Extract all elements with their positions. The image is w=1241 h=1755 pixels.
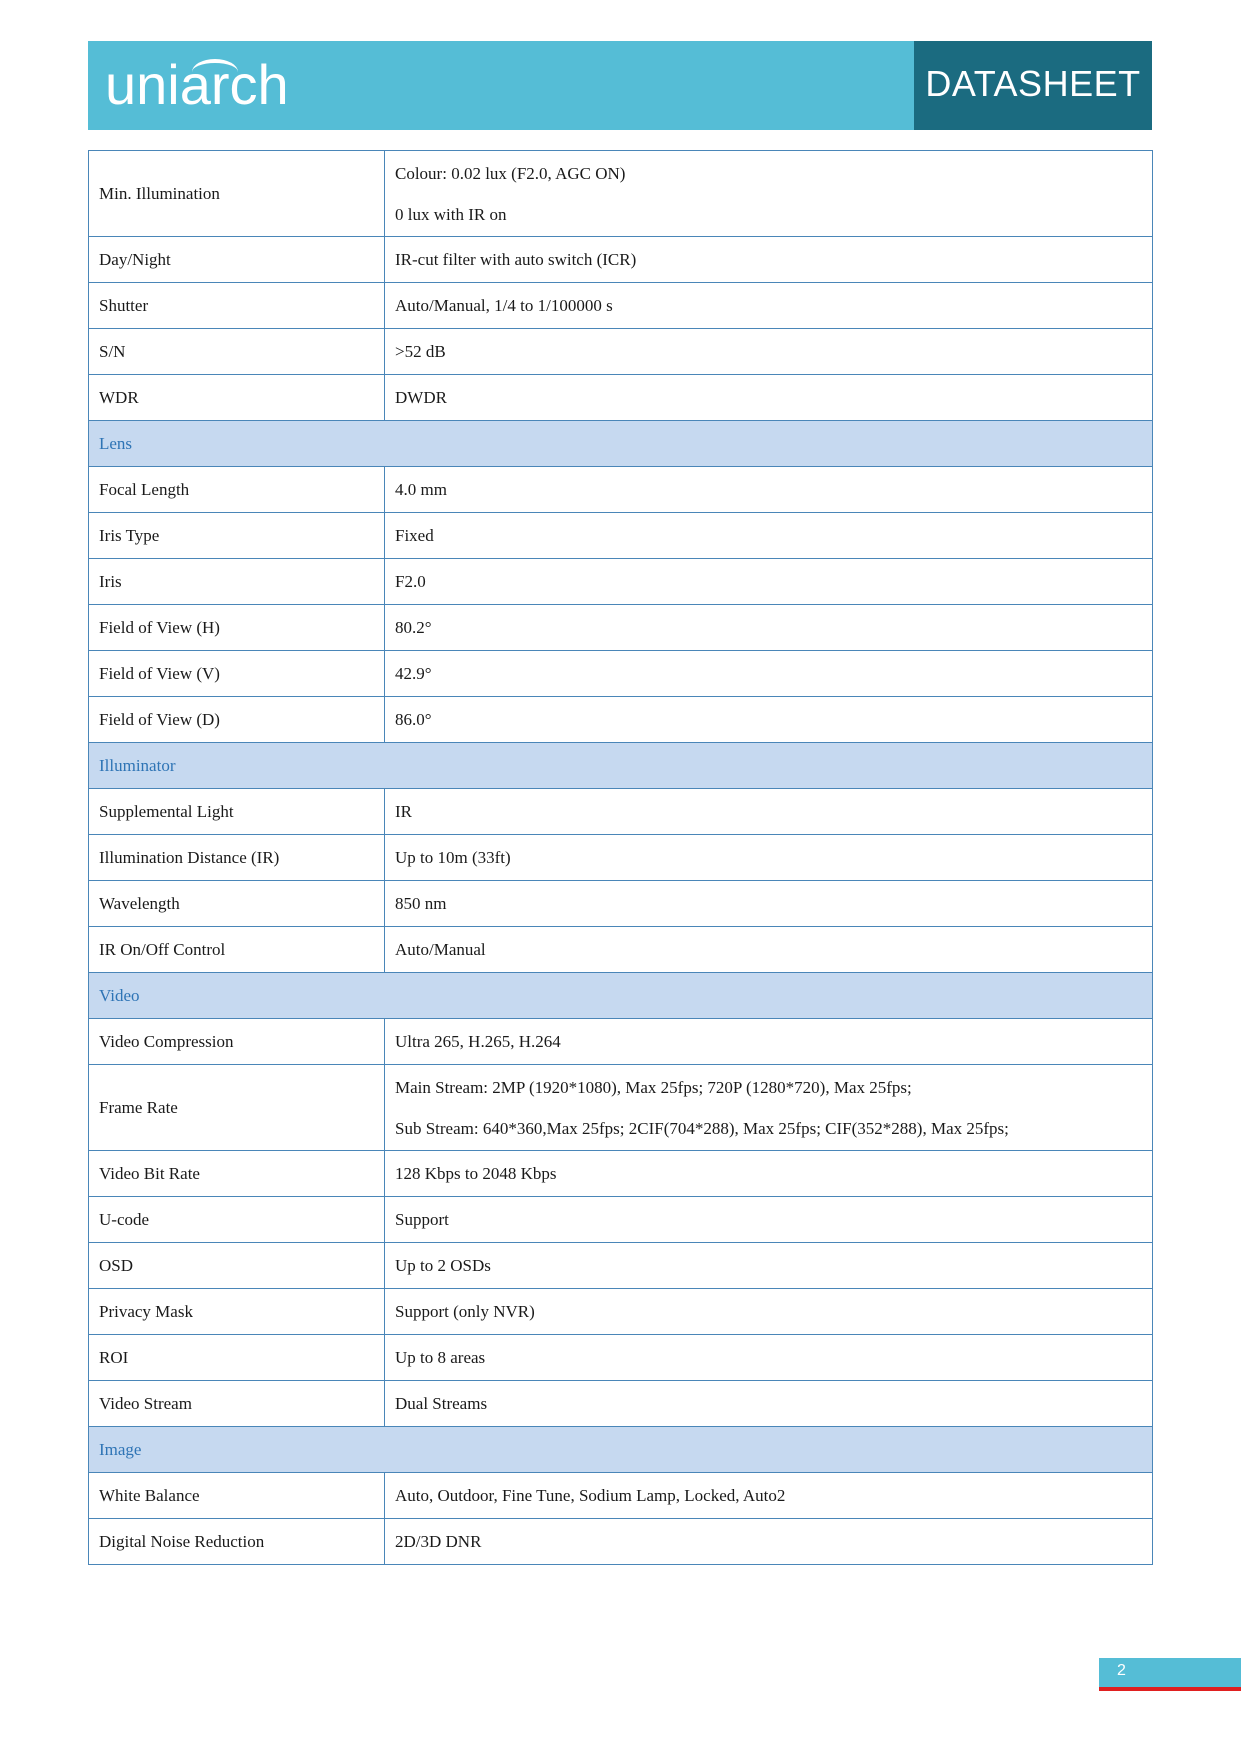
- spec-value: 42.9°: [385, 651, 1153, 697]
- table-row: [89, 927, 1153, 973]
- spec-value-line: Colour: 0.02 lux (F2.0, AGC ON): [395, 163, 626, 183]
- section-heading: Lens: [89, 421, 1153, 467]
- spec-value: Dual Streams: [385, 1381, 1153, 1427]
- spec-value: Auto, Outdoor, Fine Tune, Sodium Lamp, Locked, Auto2: [385, 1473, 1153, 1519]
- spec-label: White Balance: [89, 1473, 385, 1519]
- spec-label: Wavelength: [89, 881, 385, 927]
- table-row: [89, 237, 1153, 283]
- spec-value: Support: [385, 1197, 1153, 1243]
- section-row: [89, 1427, 1153, 1473]
- section-row: [89, 743, 1153, 789]
- spec-label: Video Compression: [89, 1019, 385, 1065]
- spec-label: WDR: [89, 375, 385, 421]
- table-row: [89, 1519, 1153, 1565]
- table-row: [89, 789, 1153, 835]
- datasheet-label: DATASHEET: [925, 63, 1141, 104]
- spec-label: Field of View (D): [89, 697, 385, 743]
- table-row: [89, 1197, 1153, 1243]
- table-row: [89, 881, 1153, 927]
- spec-value: DWDR: [385, 375, 1153, 421]
- spec-value: >52 dB: [385, 329, 1153, 375]
- spec-value: Up to 8 areas: [385, 1335, 1153, 1381]
- spec-label: Day/Night: [89, 237, 385, 283]
- spec-value: [385, 1065, 1153, 1151]
- brand-logo: uniarch: [105, 53, 289, 116]
- spec-label: Video Bit Rate: [89, 1151, 385, 1197]
- table-row: [89, 651, 1153, 697]
- spec-label: Supplemental Light: [89, 789, 385, 835]
- spec-label: Iris Type: [89, 513, 385, 559]
- spec-label: OSD: [89, 1243, 385, 1289]
- header-bar: [88, 41, 1152, 130]
- spec-value: Support (only NVR): [385, 1289, 1153, 1335]
- spec-label: Privacy Mask: [89, 1289, 385, 1335]
- spec-value: Ultra 265, H.265, H.264: [385, 1019, 1153, 1065]
- table-row: [89, 513, 1153, 559]
- table-row: [89, 375, 1153, 421]
- table-row: [89, 1065, 1153, 1151]
- spec-value-line: 0 lux with IR on: [395, 204, 507, 224]
- spec-value: 2D/3D DNR: [385, 1519, 1153, 1565]
- spec-value: F2.0: [385, 559, 1153, 605]
- spec-label: Video Stream: [89, 1381, 385, 1427]
- section-heading: Video: [89, 973, 1153, 1019]
- table-row: [89, 1381, 1153, 1427]
- section-heading: Illuminator: [89, 743, 1153, 789]
- table-row: [89, 467, 1153, 513]
- spec-table: [88, 150, 1153, 1565]
- table-row: [89, 1335, 1153, 1381]
- table-row: [89, 283, 1153, 329]
- spec-value: 4.0 mm: [385, 467, 1153, 513]
- spec-label: Frame Rate: [89, 1065, 385, 1151]
- section-row: [89, 421, 1153, 467]
- spec-value: 128 Kbps to 2048 Kbps: [385, 1151, 1153, 1197]
- section-heading: Image: [89, 1427, 1153, 1473]
- spec-label: Field of View (V): [89, 651, 385, 697]
- table-row: [89, 151, 1153, 237]
- spec-value-line: Main Stream: 2MP (1920*1080), Max 25fps; 720P (1280*720), Max 25fps;: [395, 1077, 912, 1097]
- spec-value: 86.0°: [385, 697, 1153, 743]
- table-row: [89, 559, 1153, 605]
- spec-label: Iris: [89, 559, 385, 605]
- table-row: [89, 1289, 1153, 1335]
- spec-value: [385, 151, 1153, 237]
- spec-value: 80.2°: [385, 605, 1153, 651]
- spec-label: U-code: [89, 1197, 385, 1243]
- table-row: [89, 835, 1153, 881]
- spec-label: S/N: [89, 329, 385, 375]
- spec-value: 850 nm: [385, 881, 1153, 927]
- footer-bar: [1099, 1658, 1241, 1691]
- table-row: [89, 1151, 1153, 1197]
- table-row: [89, 1243, 1153, 1289]
- spec-label: Shutter: [89, 283, 385, 329]
- spec-label: Field of View (H): [89, 605, 385, 651]
- table-row: [89, 1473, 1153, 1519]
- table-row: [89, 1019, 1153, 1065]
- spec-value: IR-cut filter with auto switch (ICR): [385, 237, 1153, 283]
- spec-label: IR On/Off Control: [89, 927, 385, 973]
- spec-label: Min. Illumination: [89, 151, 385, 237]
- section-row: [89, 973, 1153, 1019]
- spec-value: Auto/Manual: [385, 927, 1153, 973]
- table-row: [89, 605, 1153, 651]
- datasheet-badge: [914, 41, 1152, 130]
- spec-value: Up to 2 OSDs: [385, 1243, 1153, 1289]
- table-row: [89, 697, 1153, 743]
- spec-label: Focal Length: [89, 467, 385, 513]
- spec-value-line: Sub Stream: 640*360,Max 25fps; 2CIF(704*288), Max 25fps; CIF(352*288), Max 25fps;: [395, 1118, 1009, 1138]
- spec-value: Up to 10m (33ft): [385, 835, 1153, 881]
- logo-arc-icon: [192, 59, 238, 85]
- spec-value: Fixed: [385, 513, 1153, 559]
- spec-value: Auto/Manual, 1/4 to 1/100000 s: [385, 283, 1153, 329]
- spec-label: Illumination Distance (IR): [89, 835, 385, 881]
- spec-label: Digital Noise Reduction: [89, 1519, 385, 1565]
- page-number: 2: [1117, 1662, 1126, 1679]
- spec-label: ROI: [89, 1335, 385, 1381]
- spec-value: IR: [385, 789, 1153, 835]
- table-row: [89, 329, 1153, 375]
